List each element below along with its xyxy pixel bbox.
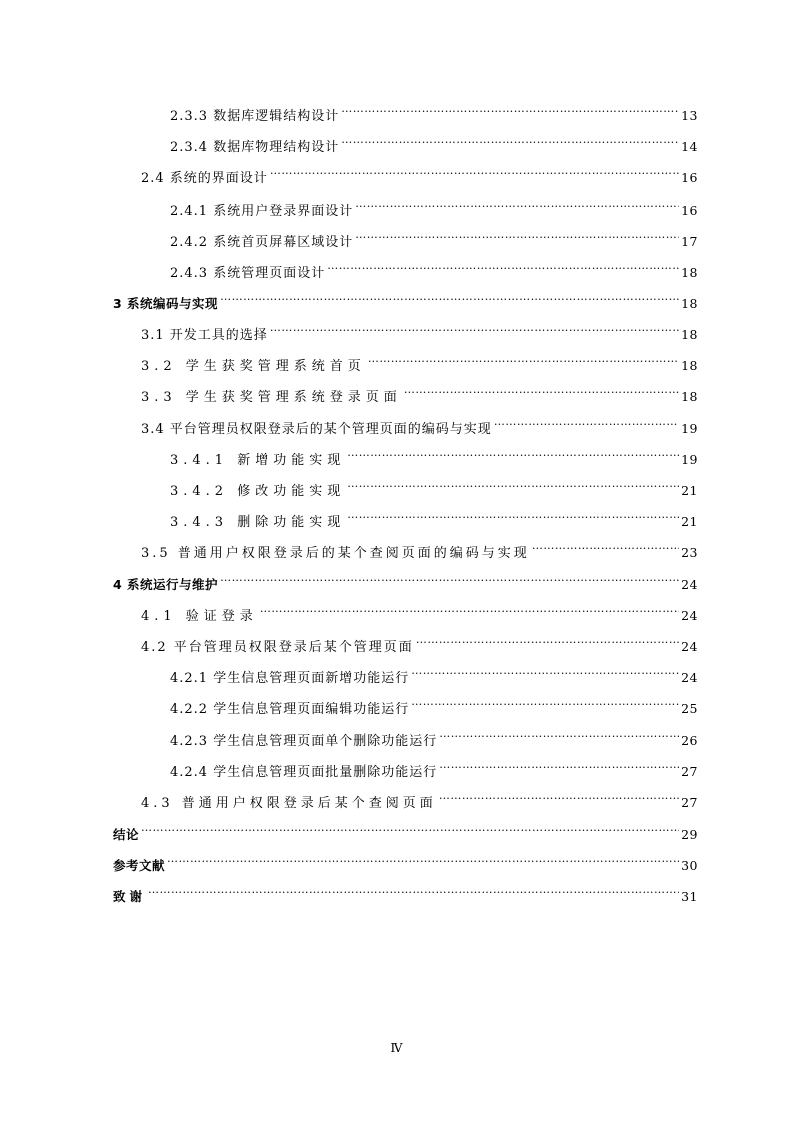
toc-leader [260,598,679,620]
toc-entry[interactable] [141,379,698,405]
toc-entry[interactable] [141,535,698,561]
toc-leader [141,817,679,839]
toc-entry-title: 3.4 平台管理员权限登录后的某个管理页面的编码与实现 [141,422,492,437]
toc-page-number: 19 [681,421,698,436]
toc-page-number: 16 [681,170,698,185]
toc-entry-title: 4.2.4 学生信息管理页面批量删除功能运行 [170,765,438,780]
toc-leader [220,567,679,589]
toc-leader [347,504,679,526]
toc-entry-title: 3.5 普通用户权限登录后的某个查阅页面的编码与实现 [141,546,530,561]
toc-entry[interactable] [170,504,698,530]
toc-leader [368,348,679,370]
toc-leader [347,473,679,495]
toc-entry[interactable] [141,317,698,343]
toc-chapter-entry[interactable] [113,848,698,873]
toc-entry[interactable] [170,660,698,686]
page-number-footer: Ⅳ [390,1041,403,1055]
toc-entry-title: 2.3.4 数据库物理结构设计 [170,140,340,155]
toc-page-number: 29 [681,827,698,842]
toc-leader [341,129,679,151]
toc-page-number: 24 [681,639,698,654]
toc-entry[interactable] [170,224,698,250]
toc-page-number: 19 [681,452,698,467]
toc-entry-title: 2.4.1 系统用户登录界面设计 [170,204,354,219]
toc-page-number: 18 [681,296,698,311]
toc-leader [411,660,679,682]
toc-page-number: 24 [681,670,698,685]
toc-chapter-entry[interactable] [113,817,698,842]
toc-entry-title: 3.3 学生获奖管理系统登录页面 [141,390,402,405]
toc-entry-title: 4.1 验证登录 [141,609,258,624]
toc-chapter-entry[interactable] [113,567,698,592]
toc-leader [148,879,679,901]
toc-page-number: 27 [681,795,698,810]
toc-entry[interactable] [170,255,698,281]
toc-page-number: 24 [681,608,698,623]
toc-entry-title: 3.4.3 删除功能实现 [170,515,346,530]
toc-entry-title: 4.2.2 学生信息管理页面编辑功能运行 [170,702,410,717]
toc-page-number: 21 [681,483,698,498]
toc-entry-title: 2.4.2 系统首页屏幕区域设计 [170,235,354,250]
toc-page-number: 26 [681,733,698,748]
toc-entry-title: 3.1 开发工具的选择 [141,328,268,343]
toc-page-number: 18 [681,389,698,404]
toc-leader [167,848,679,870]
toc-page-number: 30 [681,858,698,873]
toc-entry[interactable] [170,129,698,155]
toc-entry-title: 2.4.3 系统管理页面设计 [170,266,326,281]
toc-leader [341,98,679,120]
toc-entry[interactable] [170,98,698,124]
toc-entry-title: 2.4 系统的界面设计 [141,171,268,186]
toc-entry[interactable] [170,754,698,780]
toc-page-number: 18 [681,265,698,280]
toc-entry-title: 3.2 学生获奖管理系统首页 [141,359,366,374]
toc-entry-title: 致谢 [113,889,147,904]
toc-page-number: 27 [681,764,698,779]
toc-page-number: 24 [681,577,698,592]
toc-entry-title: 2.3.3 数据库逻辑结构设计 [170,109,340,124]
toc-entry-title: 4 系统运行与维护 [113,577,219,592]
toc-leader [347,442,679,464]
toc-page-number: 18 [681,327,698,342]
toc-page-number: 23 [681,545,698,560]
toc-entry[interactable] [170,723,698,749]
toc-leader [411,691,679,713]
toc-leader [416,629,679,651]
toc-entry[interactable] [141,348,698,374]
toc-leader [439,723,679,745]
toc-leader [355,224,679,246]
toc-page-number: 16 [681,203,698,218]
toc-entry[interactable] [141,598,698,624]
toc-chapter-entry[interactable] [113,879,698,904]
toc-entry[interactable] [141,411,698,437]
toc-entry[interactable] [170,442,698,468]
toc-entry[interactable] [170,193,698,219]
toc-leader [220,286,679,308]
toc-entry-title: 4.3 普通用户权限登录后某个查阅页面 [141,796,437,811]
toc-entry-title: 3 系统编码与实现 [113,296,219,311]
toc-page-number: 17 [681,234,698,249]
toc-entry[interactable] [141,785,698,811]
toc-page-number: 14 [681,139,698,154]
toc-leader [439,785,679,807]
toc-leader [439,754,679,776]
toc-leader [270,317,679,339]
toc-entry[interactable] [141,629,698,655]
toc-entry-title: 3.4.2 修改功能实现 [170,484,346,499]
toc-leader [532,535,679,557]
toc-entry[interactable] [170,473,698,499]
toc-page-number: 31 [681,889,698,904]
toc-entry-title: 结论 [113,827,140,842]
toc-page-number: 18 [681,358,698,373]
toc-entry[interactable] [141,160,698,186]
toc-leader [404,379,679,401]
toc-leader [494,411,679,433]
toc-page-number: 13 [681,108,698,123]
toc-entry-title: 3.4.1 新增功能实现 [170,453,346,468]
toc-entry-title: 参考文献 [113,858,166,873]
toc-leader [327,255,679,277]
toc-entry-title: 4.2 平台管理员权限登录后某个管理页面 [141,640,414,655]
toc-chapter-entry[interactable] [113,286,698,311]
toc-leader [270,160,679,182]
toc-leader [355,193,679,215]
toc-page-number: 21 [681,514,698,529]
toc-entry-title: 4.2.1 学生信息管理页面新增功能运行 [170,671,410,686]
toc-entry[interactable] [170,691,698,717]
toc-entry-title: 4.2.3 学生信息管理页面单个删除功能运行 [170,734,438,749]
toc-page-number: 25 [681,701,698,716]
